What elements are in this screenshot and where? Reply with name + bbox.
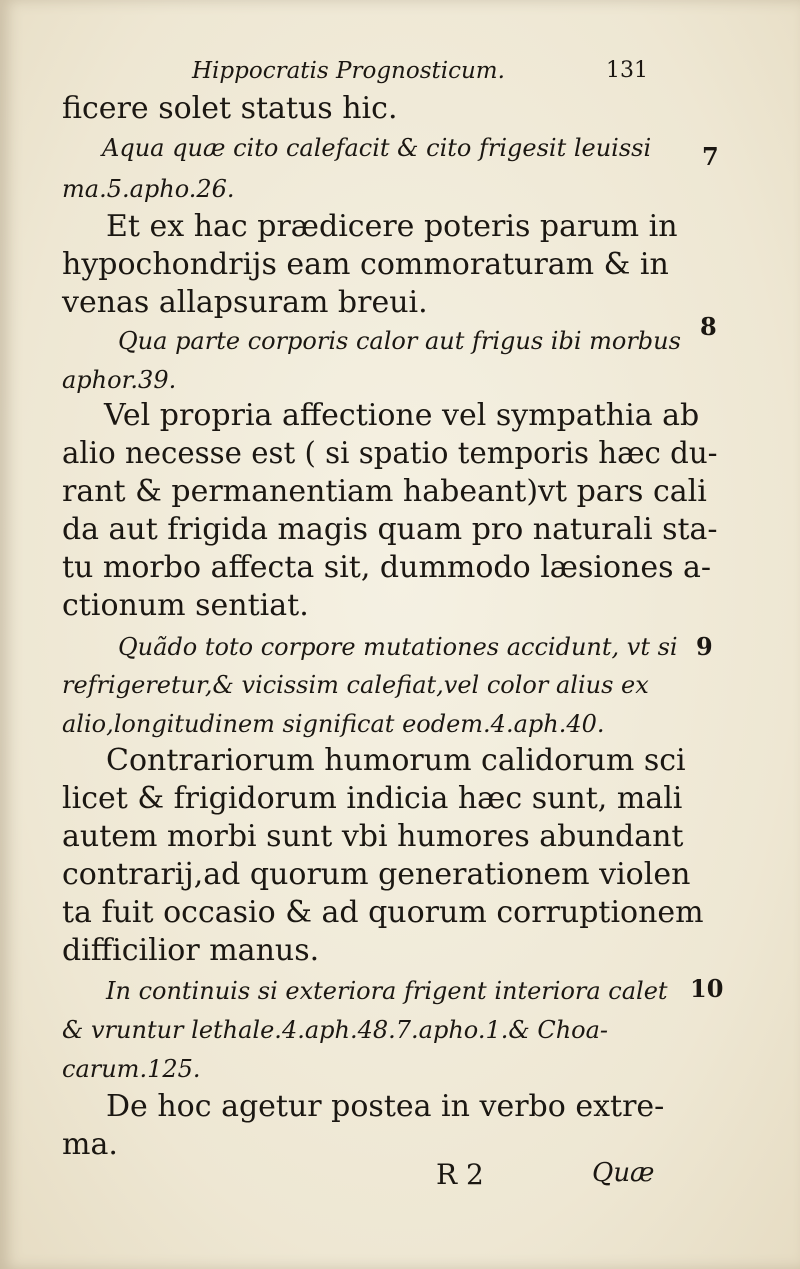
text-line: alio necesse est ( si spatio temporis hæc du- [62,436,718,471]
aphorism-line: In continuis si exteriora frigent interiora calet [106,977,668,1005]
text-line: difficilior manus. [62,933,320,968]
aphorism-line: carum.125. [62,1055,201,1083]
margin-number: 7 [702,142,719,171]
text-line: Contrariorum humorum calidorum sci [106,743,686,778]
margin-number: 8 [700,312,717,341]
running-title: Hippocratis Prognosticum. [192,58,505,84]
text-line: venas allapsuram breui. [62,285,428,320]
aphorism-line: & vruntur lethale.4.aph.48.7.apho.1.& Choa- [62,1016,609,1044]
text-line: tu morbo affecta sit, dummodo læsiones a- [62,550,712,585]
text-line: De hoc agetur postea in verbo extre- [106,1089,665,1124]
aphorism-line: Aqua quæ cito calefacit & cito frigesit leuissi [102,134,652,162]
catchword: Quæ [592,1158,655,1188]
signature-mark: R 2 [436,1158,484,1191]
text-line: contrarij,ad quorum generationem violen [62,857,691,892]
text-line: rant & permanentiam habeant)vt pars cali [62,474,707,509]
page-number: 131 [606,58,648,83]
aphorism-line: alio,longitudinem significat eodem.4.aph.40. [62,710,605,738]
aphorism-line: Qua parte corporis calor aut frigus ibi morbus [118,327,681,355]
aphorism-line: refrigeretur,& vicissim calefiat,vel color alius ex [62,671,649,699]
text-line: licet & frigidorum indicia hæc sunt, mali [62,781,683,816]
text-line: hypochondrijs eam commoraturam & in [62,247,669,282]
text-line: ta fuit occasio & ad quorum corruptionem [62,895,704,930]
text-line: ctionum sentiat. [62,588,309,623]
text-line: ma. [62,1127,118,1162]
text-line: ficere solet status hic. [62,91,398,126]
text-line: Et ex hac prædicere poteris parum in [106,209,678,244]
aphorism-line: ma.5.apho.26. [62,175,235,203]
text-line: Vel propria affectione vel sympathia ab [104,398,700,433]
text-line: da aut frigida magis quam pro naturali sta- [62,512,718,547]
text-line: autem morbi sunt vbi humores abundant [62,819,684,854]
margin-number: 10 [690,974,724,1003]
aphorism-line: Quãdo toto corpore mutationes accidunt, vt si [118,633,678,661]
margin-number: 9 [696,632,713,661]
aphorism-line: aphor.39. [62,366,177,394]
